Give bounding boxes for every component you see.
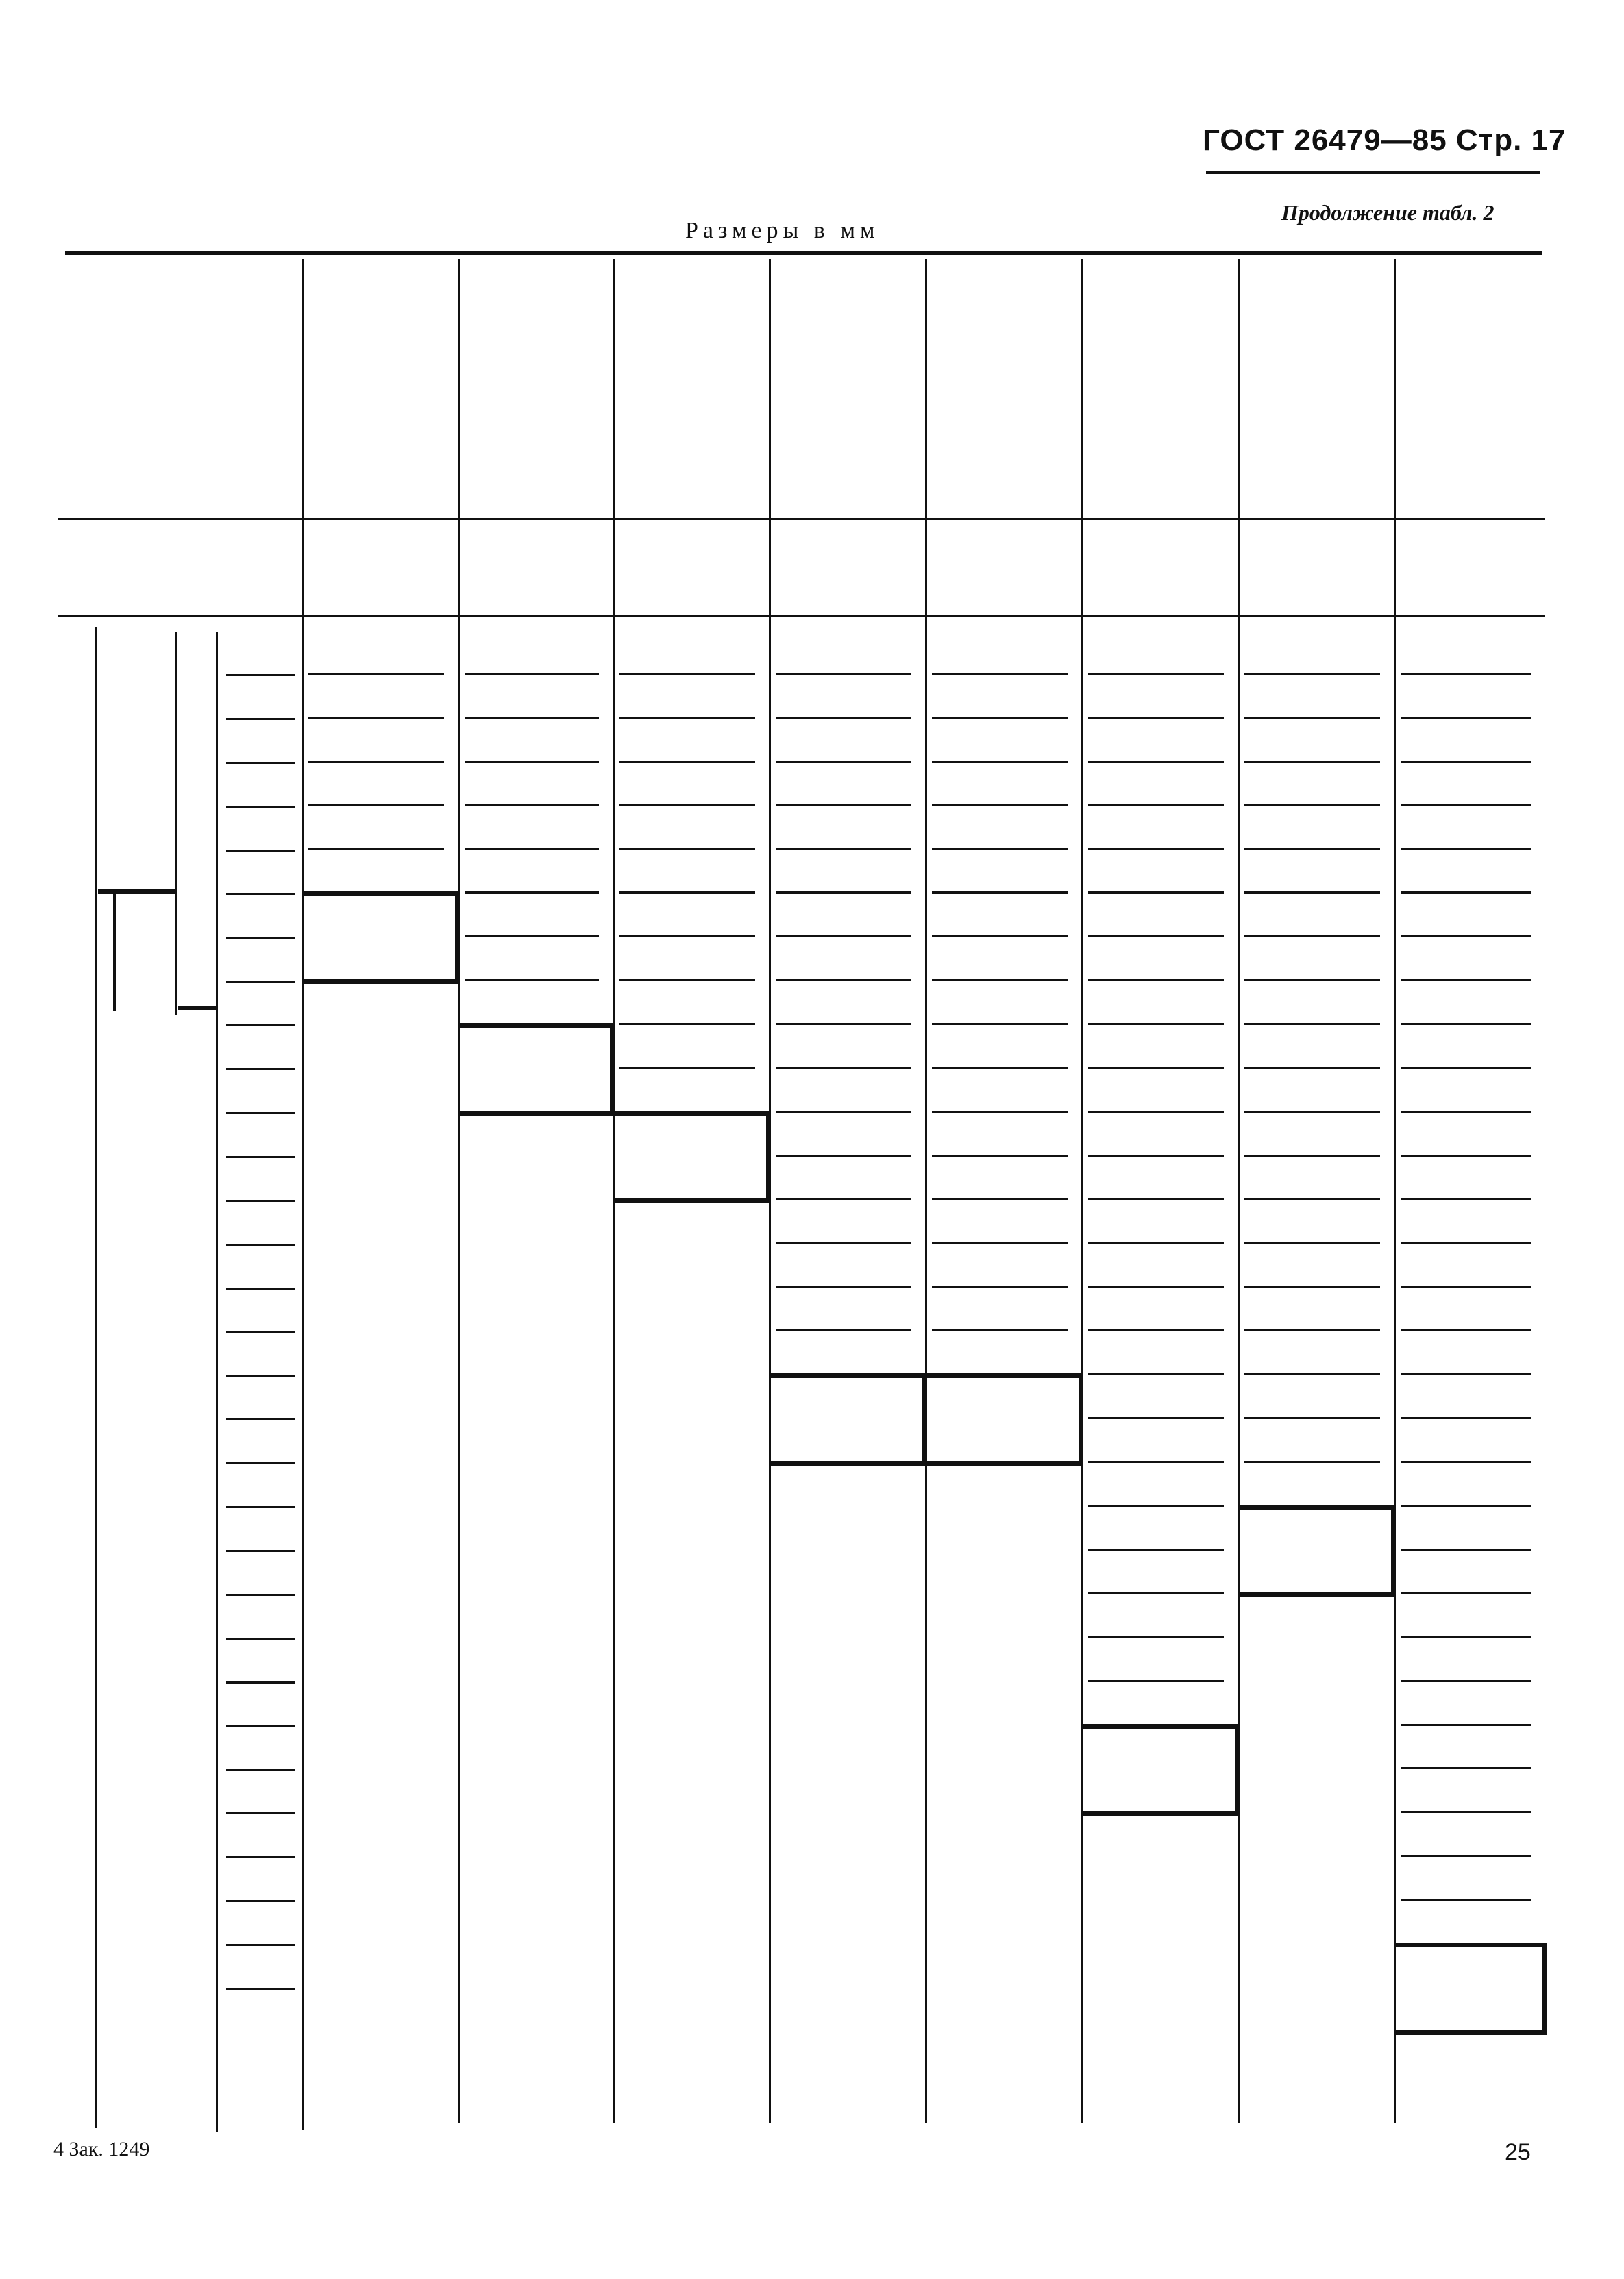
value-underline [619, 891, 755, 894]
value-underline [932, 1111, 1068, 1113]
value-underline [1244, 935, 1380, 937]
page-number: 25 [1505, 2139, 1531, 2165]
value-underline [1401, 1636, 1531, 1638]
header-rule [1206, 171, 1540, 174]
row-line [226, 806, 295, 808]
value-underline [776, 1111, 911, 1113]
row-line [226, 1068, 295, 1070]
row-line [226, 1462, 295, 1464]
value-underline [1401, 935, 1531, 937]
row-line [226, 1812, 295, 1814]
value-underline [1244, 673, 1380, 675]
value-underline [619, 761, 755, 763]
value-underline [1401, 979, 1531, 981]
value-underline [1401, 1373, 1531, 1375]
value-underline [776, 761, 911, 763]
row-line [226, 981, 295, 983]
value-underline [932, 673, 1068, 675]
value-underline [308, 673, 444, 675]
value-underline [1088, 673, 1224, 675]
value-underline [465, 804, 599, 806]
value-underline [1244, 1329, 1380, 1331]
value-underline [1088, 1505, 1224, 1507]
value-underline [932, 935, 1068, 937]
value-underline [932, 1067, 1068, 1069]
value-underline [932, 1242, 1068, 1244]
table-top-rule [65, 251, 1542, 255]
value-underline [1244, 1242, 1380, 1244]
value-underline [932, 1329, 1068, 1331]
value-underline [1088, 1067, 1224, 1069]
value-underline [932, 979, 1068, 981]
row-line [226, 1638, 295, 1640]
calibrating-block-top [925, 1373, 1081, 1378]
calibrating-block-bottom [769, 1461, 925, 1466]
group-separator [178, 1006, 216, 1010]
value-underline [1401, 1680, 1531, 1682]
value-underline [776, 1329, 911, 1331]
value-underline [1088, 1373, 1224, 1375]
calibrating-block-top [302, 891, 458, 896]
value-underline [1244, 717, 1380, 719]
value-underline [465, 848, 599, 850]
value-underline [776, 891, 911, 894]
row-line [226, 850, 295, 852]
group-separator [98, 889, 175, 894]
row-line [226, 762, 295, 764]
value-underline [776, 1198, 911, 1200]
value-underline [1401, 1549, 1531, 1551]
value-underline [308, 717, 444, 719]
value-underline [776, 1286, 911, 1288]
value-underline [1401, 1855, 1531, 1857]
value-underline [619, 848, 755, 850]
calibrating-block-top [613, 1111, 769, 1116]
value-underline [1244, 1155, 1380, 1157]
value-underline [465, 761, 599, 763]
value-underline [932, 1198, 1068, 1200]
value-underline [619, 1067, 755, 1069]
stub-divider [95, 627, 97, 2128]
row-line [226, 1681, 295, 1684]
value-underline [619, 717, 755, 719]
value-underline [932, 717, 1068, 719]
value-underline [1401, 1811, 1531, 1813]
value-underline [932, 1023, 1068, 1025]
value-underline [1088, 1111, 1224, 1113]
value-underline [932, 761, 1068, 763]
value-underline [1401, 1417, 1531, 1419]
value-underline [308, 804, 444, 806]
value-underline [1244, 804, 1380, 806]
value-underline [932, 848, 1068, 850]
calibrating-block-right [766, 1111, 770, 1203]
value-underline [1088, 935, 1224, 937]
value-underline [1244, 1373, 1380, 1375]
column-divider [302, 615, 304, 2130]
value-underline [1088, 761, 1224, 763]
row-line [226, 1418, 295, 1420]
value-underline [1401, 891, 1531, 894]
calibrating-block-bottom [1238, 1592, 1394, 1597]
value-underline [1401, 1023, 1531, 1025]
value-underline [1401, 1286, 1531, 1288]
row-line [226, 1024, 295, 1026]
calibrating-block-bottom [613, 1198, 769, 1203]
row-line [226, 1856, 295, 1858]
value-underline [776, 804, 911, 806]
value-underline [1088, 1155, 1224, 1157]
row-line [226, 1112, 295, 1114]
value-underline [776, 717, 911, 719]
value-underline [1088, 1592, 1224, 1594]
value-underline [1244, 761, 1380, 763]
value-underline [465, 891, 599, 894]
row-line [226, 1244, 295, 1246]
row-line [226, 1988, 295, 1990]
calibrating-block-top [1081, 1724, 1238, 1729]
value-underline [776, 979, 911, 981]
value-underline [619, 804, 755, 806]
value-underline [776, 1023, 911, 1025]
value-underline [465, 935, 599, 937]
row-line [226, 937, 295, 939]
value-underline [1401, 1899, 1531, 1901]
value-underline [1088, 1286, 1224, 1288]
calibrating-block-right [610, 1023, 614, 1116]
value-underline [1088, 1242, 1224, 1244]
footer-order-number: 4 Зак. 1249 [53, 2138, 150, 2160]
table-continuation-label: Продолжение табл. 2 [1281, 200, 1494, 225]
calibrating-block-bottom [1081, 1811, 1238, 1816]
calibrating-block-right [1235, 1724, 1239, 1816]
value-underline [776, 1067, 911, 1069]
calibrating-block-right [455, 891, 459, 984]
value-underline [619, 1023, 755, 1025]
row-line [226, 893, 295, 895]
value-underline [1401, 1592, 1531, 1594]
value-underline [465, 673, 599, 675]
row-line [226, 1550, 295, 1552]
value-underline [1401, 717, 1531, 719]
calibrating-block-bottom [1394, 2030, 1545, 2035]
header-divider [58, 518, 1545, 520]
value-underline [1088, 1549, 1224, 1551]
row-line [226, 1506, 295, 1508]
row-line [226, 1725, 295, 1727]
stub-divider [175, 632, 177, 1015]
value-underline [308, 848, 444, 850]
value-underline [1088, 1680, 1224, 1682]
value-underline [1401, 1461, 1531, 1463]
value-underline [619, 673, 755, 675]
value-underline [1088, 1329, 1224, 1331]
value-underline [932, 1155, 1068, 1157]
value-underline [1244, 1067, 1380, 1069]
calibrating-block-right [922, 1373, 926, 1466]
column-divider [925, 259, 927, 2123]
column-divider [613, 259, 615, 2123]
row-line [226, 1156, 295, 1158]
value-underline [1088, 1417, 1224, 1419]
value-underline [1088, 1461, 1224, 1463]
value-underline [1401, 1242, 1531, 1244]
column-divider [302, 259, 304, 615]
value-underline [1401, 1067, 1531, 1069]
value-underline [1401, 1198, 1531, 1200]
calibrating-block-top [458, 1023, 613, 1028]
value-underline [1401, 804, 1531, 806]
value-underline [776, 1242, 911, 1244]
column-divider [458, 259, 460, 2123]
calibrating-block-top [1394, 1943, 1545, 1947]
stub-divider [216, 632, 218, 2132]
value-underline [1401, 1111, 1531, 1113]
value-underline [932, 891, 1068, 894]
value-underline [1244, 1198, 1380, 1200]
value-underline [1244, 1461, 1380, 1463]
value-underline [1401, 1724, 1531, 1726]
row-line [226, 1375, 295, 1377]
row-line [226, 1944, 295, 1946]
value-underline [932, 1286, 1068, 1288]
value-underline [1401, 1155, 1531, 1157]
value-underline [932, 804, 1068, 806]
value-underline [776, 673, 911, 675]
calibrating-bracket [113, 889, 116, 1011]
value-underline [1401, 1505, 1531, 1507]
value-underline [776, 1155, 911, 1157]
value-underline [1088, 979, 1224, 981]
value-underline [1088, 1198, 1224, 1200]
value-underline [776, 935, 911, 937]
calibrating-block-top [1238, 1505, 1394, 1510]
value-underline [1088, 1023, 1224, 1025]
row-line [226, 674, 295, 676]
value-underline [1244, 1286, 1380, 1288]
column-divider [1081, 259, 1083, 2123]
value-underline [1244, 848, 1380, 850]
value-underline [465, 979, 599, 981]
row-line [226, 1200, 295, 1202]
value-underline [1244, 1111, 1380, 1113]
calibrating-block-top [769, 1373, 925, 1378]
row-line [226, 1769, 295, 1771]
value-underline [465, 717, 599, 719]
value-underline [619, 979, 755, 981]
column-divider [1394, 259, 1396, 2123]
value-underline [619, 935, 755, 937]
page-header-gost: ГОСТ 26479—85 Стр. 17 [1203, 123, 1566, 157]
value-underline [1244, 1023, 1380, 1025]
value-underline [1088, 804, 1224, 806]
calibrating-block-bottom [302, 979, 458, 984]
value-underline [1088, 717, 1224, 719]
column-divider [1238, 259, 1240, 2123]
value-underline [1401, 1767, 1531, 1769]
calibrating-block-bottom [458, 1111, 613, 1116]
size-row-divider [58, 615, 1545, 617]
row-line [226, 1900, 295, 1902]
calibrating-block-right [1542, 1943, 1547, 2035]
value-underline [1088, 1636, 1224, 1638]
calibrating-block-right [1391, 1505, 1395, 1597]
row-line [226, 718, 295, 720]
calibrating-block-right [1079, 1373, 1083, 1466]
calibrating-block-bottom [925, 1461, 1081, 1466]
value-underline [308, 761, 444, 763]
value-underline [1401, 761, 1531, 763]
value-underline [1088, 848, 1224, 850]
units-label: Размеры в мм [685, 218, 880, 243]
value-underline [1244, 891, 1380, 894]
value-underline [1401, 1329, 1531, 1331]
row-line [226, 1594, 295, 1596]
value-underline [1244, 979, 1380, 981]
value-underline [1088, 891, 1224, 894]
value-underline [1244, 1417, 1380, 1419]
value-underline [776, 848, 911, 850]
value-underline [1401, 848, 1531, 850]
row-line [226, 1288, 295, 1290]
row-line [226, 1331, 295, 1333]
value-underline [1401, 673, 1531, 675]
